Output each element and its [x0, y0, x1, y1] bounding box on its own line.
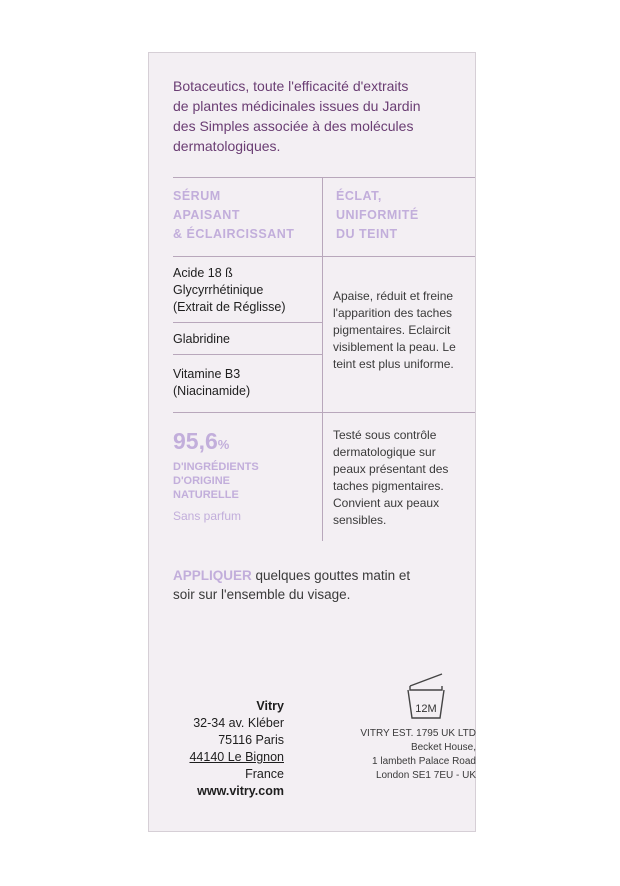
- natural-label-line: NATURELLE: [173, 489, 239, 501]
- uk-address-line: London SE1 7EU - UK: [375, 770, 476, 781]
- table-top-line: [173, 177, 475, 178]
- natural-label-line: D'ORIGINE: [173, 475, 231, 487]
- tested-text: [333, 427, 473, 529]
- application-instructions: [173, 566, 463, 604]
- tested-line: Testé sous contrôle: [333, 428, 437, 442]
- right-column-header: [336, 187, 419, 244]
- apply-line: soir sur l'ensemble du visage.: [173, 587, 351, 602]
- uk-address-line: 1 lambeth Palace Road: [372, 756, 476, 767]
- header-line-text: SÉRUM: [173, 189, 221, 203]
- left-column-header: [173, 187, 294, 244]
- ingredient-vitamin-b3: [173, 366, 250, 400]
- ingredient-text: Acide 18 ß: [173, 266, 233, 280]
- header-line-text: DU TEINT: [336, 227, 398, 241]
- open-jar-icon: [404, 668, 448, 720]
- row-line-3: [173, 412, 475, 413]
- benefit-text: [333, 288, 473, 373]
- benefit-line: teint est plus uniforme.: [333, 357, 454, 371]
- row-line-1: [173, 322, 323, 323]
- header-line-text: & ÉCLAIRCISSANT: [173, 227, 295, 241]
- percentage-value: 95,6: [173, 428, 218, 454]
- header-line-text: ÉCLAT,: [336, 189, 382, 203]
- ingredient-text: Vitamine B3: [173, 367, 241, 381]
- natural-label: [173, 460, 313, 502]
- uk-address-line: Becket House,: [410, 742, 476, 753]
- french-address: [189, 698, 284, 800]
- natural-label-line: D'INGRÉDIENTS: [173, 461, 259, 473]
- apply-keyword: APPLIQUER: [173, 568, 252, 583]
- city-2: 44140 Le Bignon: [189, 750, 284, 764]
- benefit-line: pigmentaires. Eclaircit: [333, 323, 451, 337]
- ingredient-text: (Niacinamide): [173, 384, 251, 398]
- street: 32-34 av. Kléber: [193, 716, 284, 730]
- header-line: [173, 256, 475, 257]
- intro-line: Botaceutics, toute l'efficacité d'extraits: [173, 78, 409, 94]
- ingredient-glabridine: [173, 331, 230, 348]
- tested-line: dermatologique sur: [333, 445, 436, 459]
- brand-name: Vitry: [256, 699, 284, 713]
- intro-line: dermatologiques.: [173, 138, 281, 154]
- tested-line: taches pigmentaires.: [333, 479, 444, 493]
- ingredient-text: (Extrait de Réglisse): [173, 300, 286, 314]
- benefit-line: l'apparition des taches: [333, 306, 453, 320]
- pao-label: 12M: [415, 703, 437, 715]
- city: 75116 Paris: [218, 733, 284, 747]
- benefit-line: visiblement la peau. Le: [333, 340, 456, 354]
- uk-address: [360, 727, 476, 783]
- intro-line: des Simples associée à des molécules: [173, 118, 414, 134]
- benefit-line: Apaise, réduit et freine: [333, 289, 454, 303]
- tested-line: Convient aux peaux: [333, 496, 440, 510]
- website[interactable]: www.vitry.com: [197, 784, 284, 798]
- row-line-2: [173, 354, 323, 355]
- apply-line: [173, 566, 463, 585]
- country: France: [245, 767, 284, 781]
- tested-line: sensibles.: [333, 513, 387, 527]
- natural-percentage: [173, 428, 229, 455]
- intro-text: [173, 76, 463, 156]
- header-line-text: APAISANT: [173, 208, 240, 222]
- fragrance-free-label: Sans parfum: [173, 509, 242, 523]
- ingredient-text: Glycyrrhétinique: [173, 283, 264, 297]
- uk-address-line: VITRY EST. 1795 UK LTD: [360, 728, 476, 739]
- column-divider: [322, 177, 323, 541]
- percent-sign: %: [217, 437, 230, 452]
- intro-line: de plantes médicinales issues du Jardin: [173, 98, 421, 114]
- header-line-text: UNIFORMITÉ: [336, 208, 419, 222]
- ingredient-text: Glabridine: [173, 332, 230, 346]
- ingredient-licorice: [173, 265, 286, 316]
- apply-rest: quelques gouttes matin et: [251, 568, 411, 583]
- tested-line: peaux présentant des: [333, 462, 449, 476]
